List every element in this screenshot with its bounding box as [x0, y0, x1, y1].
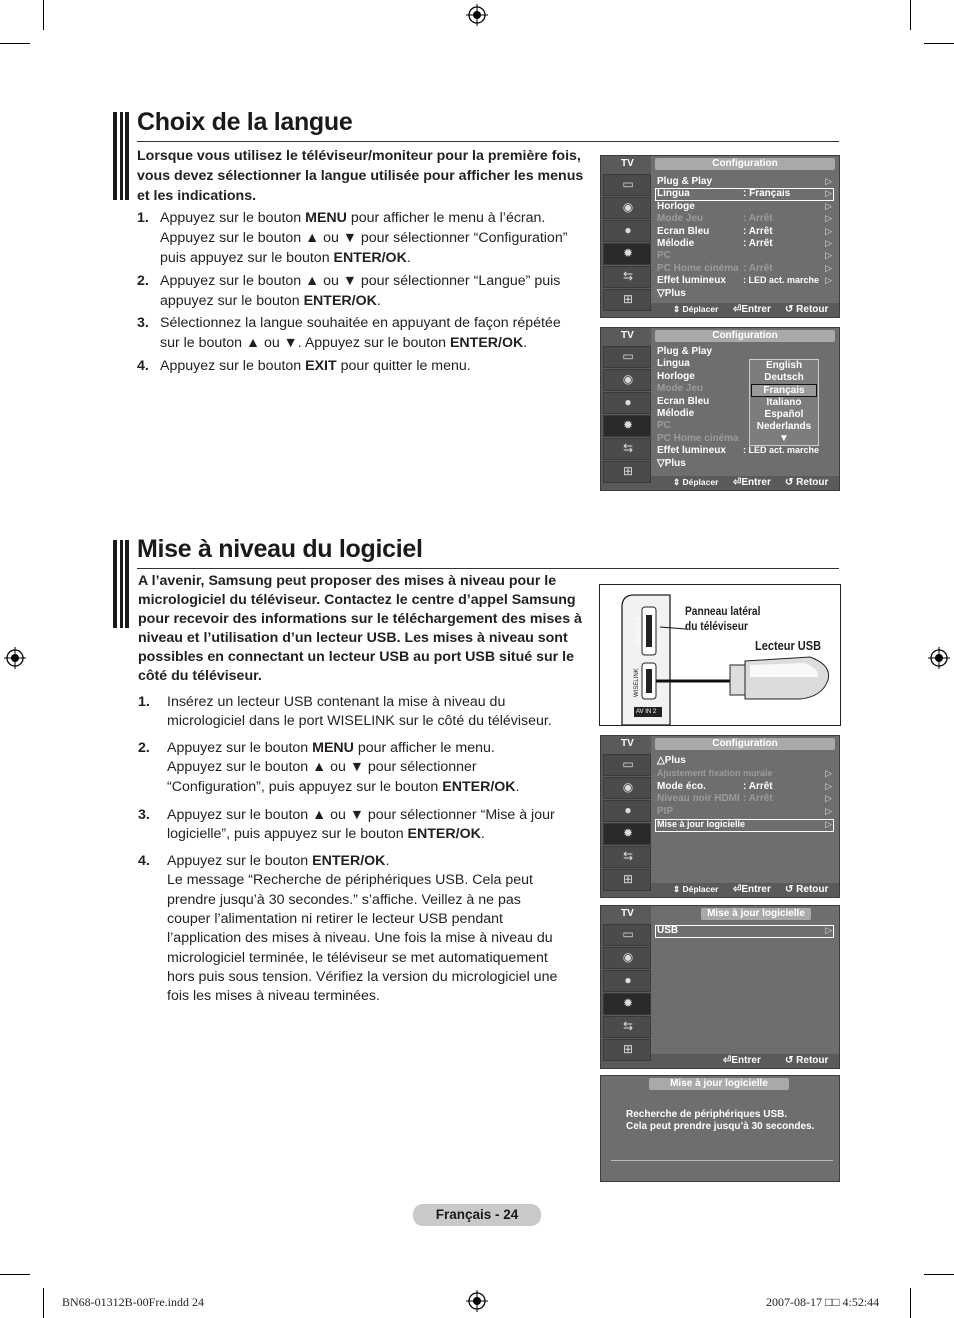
osd-menu-tab[interactable] — [603, 800, 651, 822]
osd-menu-tab[interactable] — [603, 1039, 651, 1061]
osd-menu-item[interactable]: Plug & Play — [657, 176, 713, 187]
setup-icon: ✹ — [622, 826, 634, 840]
step-number: 1. — [138, 694, 150, 710]
step-text: micrologiciel dans le port WISELINK sur le côté du téléviseur. — [167, 713, 552, 730]
osd-footer: ⇕ Déplacer ⏎Entrer ↺ Retour — [651, 476, 839, 490]
osd-menu-value: : Arrêt — [743, 780, 773, 792]
osd-menu-value: : LED act. marche — [743, 445, 820, 456]
step-text: l’application des mises à niveau. Une fois la mise à niveau du — [167, 930, 553, 947]
sound-icon: ◉ — [622, 780, 634, 794]
osd-menu-value: : Arrêt — [743, 238, 773, 249]
osd-menu-item[interactable]: Plug & Play — [657, 346, 713, 357]
application-icon: ⊞ — [622, 872, 634, 886]
chevron-right-icon: ▷ — [825, 806, 832, 817]
osd-menu-item[interactable]: Ecran Bleu — [657, 395, 710, 407]
osd-tv-label: TV — [621, 330, 634, 341]
osd-menu-tab[interactable] — [603, 1016, 651, 1038]
osd-menu-item[interactable]: Effet lumineux — [657, 275, 726, 287]
osd-selection-highlight — [655, 925, 834, 938]
step-text: puis appuyez sur le bouton ENTER/OK. — [160, 250, 411, 266]
section-marker — [113, 112, 129, 200]
page-number: Français - 24 — [413, 1204, 541, 1226]
osd-menu-tab[interactable] — [603, 243, 651, 265]
osd-menu-item[interactable]: ▽Plus — [657, 287, 686, 299]
osd-header: Configuration — [655, 158, 835, 170]
osd-menu-item[interactable]: Mélodie — [657, 238, 695, 249]
osd-header: Configuration — [655, 330, 835, 342]
osd-menu-tab[interactable] — [603, 846, 651, 868]
language-option[interactable]: ▼ — [779, 432, 789, 444]
chevron-right-icon: ▷ — [825, 200, 832, 211]
step-text: Appuyez sur le bouton MENU pour afficher le menu à l’écran. — [160, 210, 546, 226]
crop-mark — [910, 0, 911, 30]
registration-mark-icon — [928, 647, 950, 669]
crop-mark — [924, 43, 954, 44]
osd-software-update-menu — [600, 735, 840, 898]
application-icon: ⊞ — [622, 292, 634, 306]
language-option[interactable]: Nederlands — [756, 420, 812, 432]
channel-icon: ● — [624, 973, 632, 987]
osd-menu-tab[interactable] — [603, 461, 651, 483]
registration-mark-icon — [466, 4, 488, 26]
step-text: Appuyez sur le bouton EXIT pour quitter le menu. — [160, 358, 471, 374]
section-title: Choix de la langue — [137, 108, 353, 136]
step-text: fois les mises à niveau terminées. — [167, 988, 380, 1005]
osd-menu-value: : LED act. marche — [743, 275, 820, 286]
osd-menu-tab[interactable] — [603, 369, 651, 391]
step-text: Sélectionnez la langue souhaitée en appuyant de façon répétée — [160, 315, 561, 331]
osd-menu-tab[interactable] — [603, 438, 651, 460]
crop-mark — [43, 1288, 44, 1318]
language-dropdown[interactable] — [749, 359, 819, 446]
step-text: Appuyez sur le bouton ▲ ou ▼ pour sélectionner “Mise à jour — [167, 807, 555, 823]
osd-menu-item[interactable]: Mode Jeu — [657, 213, 704, 225]
language-option[interactable]: Italiano — [766, 397, 802, 409]
osd-menu-item[interactable]: ▽Plus — [657, 457, 686, 469]
osd-menu-tab[interactable] — [603, 754, 651, 776]
osd-menu-tab[interactable] — [603, 823, 651, 845]
osd-menu-item[interactable]: PC Home cinéma — [657, 432, 739, 444]
step-number: 2. — [138, 740, 150, 756]
step-text: Le message “Recherche de périphériques USB. Cela peut — [167, 872, 533, 889]
osd-menu-tab[interactable] — [603, 220, 651, 242]
av-port-label: AV IN 2 — [636, 709, 657, 715]
divider — [137, 568, 839, 569]
language-option[interactable]: English — [765, 360, 803, 371]
osd-language-menu — [600, 327, 840, 491]
section-intro: A l’avenir, Samsung peut proposer des mises à niveau pour le micrologiciel du téléviseur. Contactez le centre d’appel Samsung pour recevoir des informations sur le téléchargement des mises à niveau et l’utilisation d’un lecteur USB. Les mises à niveau sont possibles en connectant un lecteur USB au port USB situé sur le côté du téléviseur. — [138, 573, 582, 684]
sound-icon: ◉ — [622, 372, 634, 386]
step-text: Appuyez sur le bouton ▲ ou ▼ pour sélectionner “Langue” puis — [160, 273, 561, 289]
usb-connection-figure — [599, 584, 841, 726]
osd-menu-tab[interactable] — [603, 197, 651, 219]
osd-header: Configuration — [655, 738, 835, 750]
crop-mark — [0, 43, 30, 44]
osd-menu-value: : Arrêt — [743, 213, 773, 225]
channel-icon: ● — [624, 395, 632, 409]
osd-update-message — [600, 1075, 840, 1182]
crop-mark — [910, 1288, 911, 1318]
step-number: 3. — [137, 315, 149, 331]
footer-file: BN68-01312B-00Fre.indd 24 — [62, 1295, 204, 1309]
osd-menu-tab[interactable] — [603, 415, 651, 437]
osd-tv-label: TV — [621, 908, 634, 919]
channel-icon: ● — [624, 803, 632, 817]
step-text: appuyez sur le bouton ENTER/OK. — [160, 293, 381, 309]
osd-menu-tab[interactable] — [603, 289, 651, 311]
osd-menu-item[interactable]: Mode Jeu — [657, 383, 704, 395]
input-icon: ⇆ — [622, 849, 634, 863]
osd-menu-tab[interactable] — [603, 970, 651, 992]
step-text: Appuyez sur le bouton ▲ ou ▼ pour sélectionner “Configuration” — [160, 230, 568, 246]
osd-header: Mise à jour logicielle — [649, 1078, 789, 1090]
osd-menu-value: : Arrêt — [743, 225, 773, 237]
section-title: Mise à niveau du logiciel — [137, 535, 423, 563]
osd-footer: ⏎Entrer ↺ Retour — [651, 1054, 839, 1068]
step-text: sur le bouton ▲ ou ▼. Appuyez sur le bouton ENTER/OK. — [160, 335, 528, 351]
chevron-right-icon: ▷ — [825, 188, 832, 199]
osd-menu-value: : Arrêt — [743, 793, 773, 805]
panel-label: Panneau latéral du téléviseur — [685, 604, 761, 633]
application-icon: ⊞ — [622, 1042, 634, 1056]
crop-mark — [43, 0, 44, 30]
osd-menu-tab[interactable] — [603, 993, 651, 1015]
osd-menu-tab[interactable] — [603, 174, 651, 196]
osd-menu-item[interactable]: Horloge — [657, 370, 695, 382]
chevron-right-icon: ▷ — [825, 262, 832, 273]
picture-icon: ▭ — [622, 927, 634, 941]
step-number: 4. — [137, 358, 149, 374]
picture-icon: ▭ — [622, 349, 634, 363]
chevron-right-icon: ▷ — [825, 925, 832, 935]
step-text: logicielle”, puis appuyez sur le bouton ENTER/OK. — [167, 826, 485, 843]
crop-mark — [924, 1274, 954, 1275]
hdmi-port-label: HDMI IN 3 — [636, 616, 642, 645]
osd-menu-item[interactable]: USB — [657, 925, 679, 936]
osd-menu-item[interactable]: Niveau noir HDMI — [657, 793, 740, 805]
osd-menu-item[interactable]: PC — [657, 250, 671, 262]
osd-usb-menu — [600, 905, 840, 1069]
osd-menu-tab[interactable] — [603, 392, 651, 414]
setup-icon: ✹ — [622, 418, 634, 432]
chevron-right-icon: ▷ — [825, 780, 832, 791]
osd-menu-item[interactable]: PC Home cinéma — [657, 262, 739, 274]
osd-header: Mise à jour logicielle — [701, 908, 811, 920]
osd-footer: ⇕ Déplacer ⏎Entrer ↺ Retour — [651, 883, 839, 897]
step-number: 2. — [137, 273, 149, 289]
chevron-right-icon: ▷ — [825, 238, 832, 248]
chevron-right-icon: ▷ — [825, 225, 832, 236]
update-message: Recherche de périphériques USB. Cela peut prendre jusqu’à 30 secondes. — [626, 1109, 815, 1132]
osd-menu-tab[interactable] — [603, 266, 651, 288]
channel-icon: ● — [624, 223, 632, 237]
footer-date: 2007-08-17 □□ 4:52:44 — [766, 1295, 880, 1309]
osd-menu-item[interactable]: Mise à jour logicielle — [657, 819, 746, 829]
osd-configuration-menu — [600, 155, 840, 318]
input-icon: ⇆ — [622, 1019, 634, 1033]
chevron-right-icon: ▷ — [825, 767, 832, 778]
osd-footer: ⇕ Déplacer ⏎Entrer ↺ Retour — [651, 303, 839, 317]
language-option[interactable]: Español — [764, 409, 804, 421]
step-text: Appuyez sur le bouton MENU pour afficher le menu. — [167, 740, 495, 756]
chevron-right-icon: ▷ — [825, 275, 832, 286]
chevron-right-icon: ▷ — [825, 793, 832, 804]
chevron-right-icon: ▷ — [825, 250, 832, 261]
chevron-right-icon: ▷ — [825, 213, 832, 224]
osd-menu-item[interactable]: Lingua — [657, 358, 690, 370]
step-text: prendre jusqu’à 30 secondes.” s’affiche. Veillez à ne pas — [167, 891, 521, 908]
osd-menu-tab[interactable] — [603, 346, 651, 368]
application-icon: ⊞ — [622, 464, 634, 478]
step-text: Appuyez sur le bouton ▲ ou ▼ pour sélectionner — [167, 759, 477, 776]
section-marker — [113, 540, 129, 628]
osd-menu-tab[interactable] — [603, 777, 651, 799]
usb-drive-label: Lecteur USB — [755, 639, 822, 653]
osd-menu-item[interactable]: Mode éco. — [657, 780, 706, 792]
sound-icon: ◉ — [622, 950, 634, 964]
osd-menu-item[interactable]: Ajustement fixation murale — [657, 767, 773, 778]
step-number: 1. — [137, 210, 149, 226]
language-option[interactable]: Français — [751, 384, 817, 398]
osd-menu-item[interactable]: Lingua — [657, 188, 690, 200]
setup-icon: ✹ — [622, 996, 634, 1010]
progress-divider — [611, 1160, 833, 1161]
step-text: couper l’alimentation ni retirer le lecteur USB pendant — [167, 910, 503, 927]
sound-icon: ◉ — [622, 200, 634, 214]
step-text: “Configuration”, puis appuyez sur le bouton ENTER/OK. — [167, 778, 520, 795]
chevron-right-icon: ▷ — [825, 176, 832, 186]
osd-menu-tab[interactable] — [603, 924, 651, 946]
osd-menu-tab[interactable] — [603, 869, 651, 891]
language-option[interactable]: Deutsch — [764, 371, 804, 383]
osd-menu-item[interactable]: PC — [657, 420, 671, 432]
input-icon: ⇆ — [622, 441, 634, 455]
crop-mark — [0, 1274, 30, 1275]
step-text: Insérez un lecteur USB contenant la mise à niveau du — [167, 694, 506, 710]
osd-tv-label: TV — [621, 738, 634, 749]
divider — [137, 141, 839, 142]
osd-menu-item[interactable]: Effet lumineux — [657, 445, 726, 457]
osd-menu-value: : Arrêt — [743, 262, 773, 274]
input-icon: ⇆ — [622, 269, 634, 283]
setup-icon: ✹ — [622, 246, 634, 260]
step-number: 4. — [138, 853, 150, 869]
osd-menu-item[interactable]: Ecran Bleu — [657, 225, 710, 237]
step-text: micrologiciel terminée, le téléviseur se met automatiquement — [167, 949, 548, 966]
registration-mark-icon — [4, 647, 26, 669]
step-text: Appuyez sur le bouton ENTER/OK. — [167, 853, 390, 869]
osd-menu-item[interactable]: △Plus — [657, 755, 686, 766]
picture-icon: ▭ — [622, 757, 634, 771]
osd-tv-label: TV — [621, 158, 634, 169]
osd-menu-item[interactable]: Horloge — [657, 200, 695, 212]
registration-mark-icon — [466, 1290, 488, 1312]
wiselink-port-label: WISELINK — [634, 668, 640, 697]
step-number: 3. — [138, 807, 150, 823]
step-text: hors puis sous tension. Vérifiez la version du micrologiciel une — [167, 968, 558, 985]
chevron-right-icon: ▷ — [825, 819, 832, 829]
osd-menu-item[interactable]: Mélodie — [657, 408, 695, 419]
section-intro: Lorsque vous utilisez le téléviseur/moniteur pour la première fois, vous devez sélectionner la langue utilisée pour afficher les menus et les indications. — [137, 148, 584, 204]
osd-menu-value: : Français — [743, 188, 791, 200]
osd-menu-tab[interactable] — [603, 947, 651, 969]
picture-icon: ▭ — [622, 177, 634, 191]
osd-menu-item[interactable]: PIP — [657, 806, 674, 818]
